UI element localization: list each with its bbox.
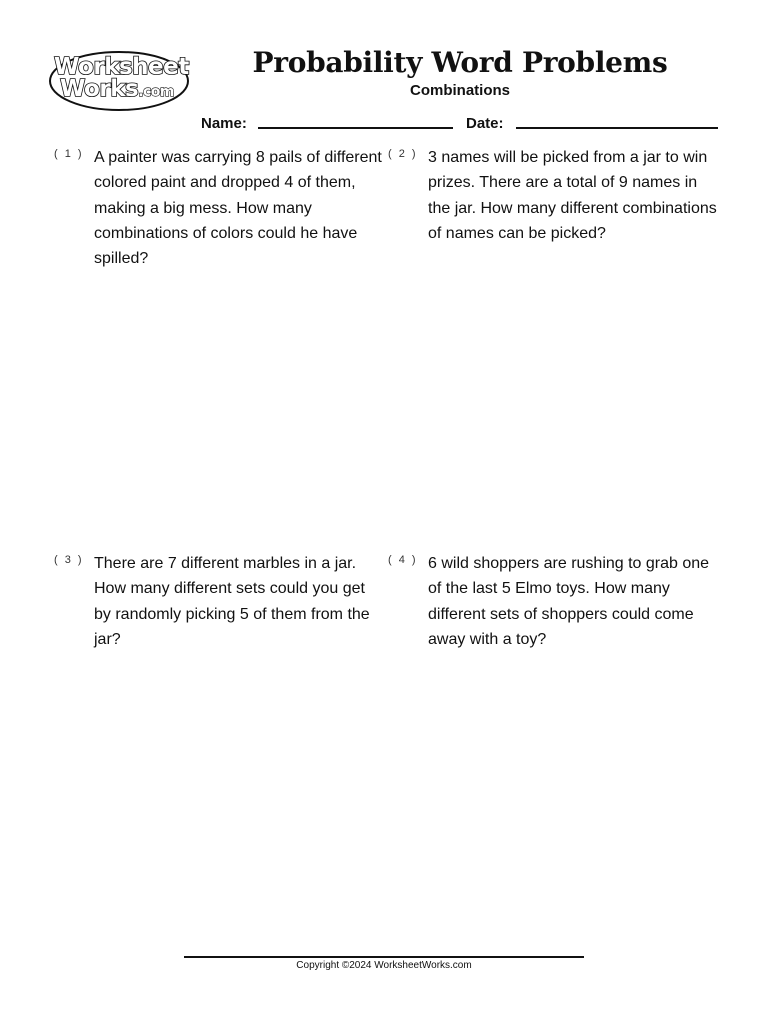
worksheetworks-logo <box>48 50 190 112</box>
date-line <box>516 127 718 129</box>
problem-text: A painter was carrying 8 pails of different colored paint and dropped 4 of them, making a big mess. How many combinations of colors could he have spilled? <box>94 149 382 268</box>
problem-number: ( 4 ) <box>388 554 418 566</box>
copyright-text: Copyright ©2024 WorksheetWorks.com <box>296 960 472 971</box>
problem-number: ( 3 ) <box>54 554 84 566</box>
logo-text-line1: Worksheet <box>54 54 189 80</box>
footer-divider <box>184 956 584 958</box>
logo-text-works: Works <box>60 76 139 102</box>
problem-text: 6 wild shoppers are rushing to grab one of the last 5 Elmo toys. How many different sets of shoppers could come away with a toy? <box>428 555 710 648</box>
name-label: Name: <box>201 115 247 132</box>
name-line <box>258 127 453 129</box>
problem-number: ( 1 ) <box>54 148 84 160</box>
logo-text-line2 <box>60 78 174 104</box>
page-title: Probability Word Problems <box>252 46 668 79</box>
logo-text-com: .com <box>138 84 175 100</box>
problem-number: ( 2 ) <box>388 148 418 160</box>
problem-text: 3 names will be picked from a jar to win prizes. There are a total of 9 names in the jar. How many different combinations of names can be picked? <box>428 149 717 242</box>
problem-text: There are 7 different marbles in a jar. How many different sets could you get by randomly picking 5 of them from the jar? <box>94 555 370 648</box>
date-label: Date: <box>466 115 504 132</box>
page-subtitle: Combinations <box>410 82 510 99</box>
